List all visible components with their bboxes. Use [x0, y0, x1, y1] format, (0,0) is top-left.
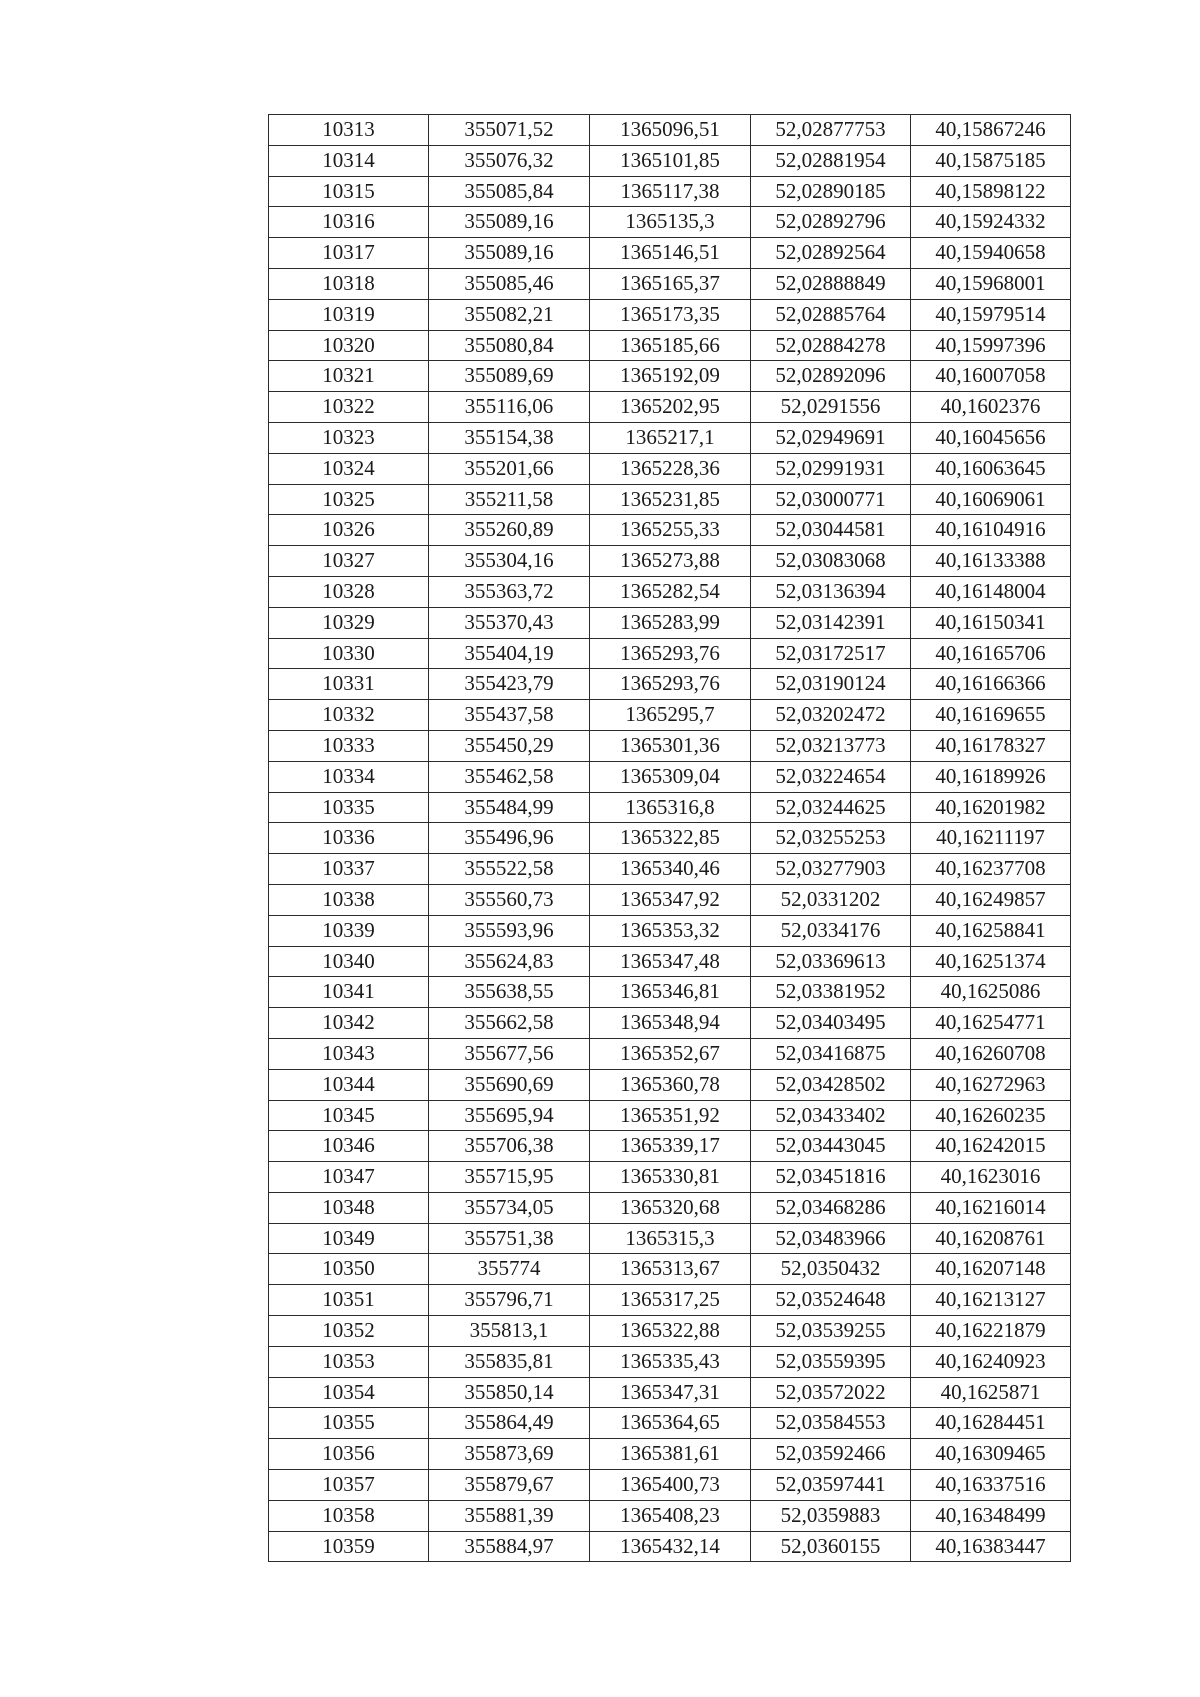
- latitude-cell: 52,0291556: [751, 392, 911, 423]
- x-coordinate-cell: 355496,96: [429, 823, 590, 854]
- table-row: [269, 1131, 1071, 1162]
- table-row: [269, 238, 1071, 269]
- latitude-cell: 52,03597441: [751, 1470, 911, 1501]
- table-row: [269, 1316, 1071, 1347]
- latitude-cell: 52,03202472: [751, 700, 911, 731]
- longitude-cell: 40,16213127: [911, 1285, 1071, 1316]
- x-coordinate-cell: 355450,29: [429, 730, 590, 761]
- latitude-cell: 52,03369613: [751, 946, 911, 977]
- point-number-cell: 10359: [269, 1531, 429, 1562]
- table-row: [269, 1346, 1071, 1377]
- y-coordinate-cell: 1365301,36: [590, 730, 751, 761]
- longitude-cell: 40,16104916: [911, 515, 1071, 546]
- x-coordinate-cell: 355774: [429, 1254, 590, 1285]
- y-coordinate-cell: 1365101,85: [590, 145, 751, 176]
- latitude-cell: 52,0350432: [751, 1254, 911, 1285]
- longitude-cell: 40,15875185: [911, 145, 1071, 176]
- table-row: [269, 145, 1071, 176]
- point-number-cell: 10333: [269, 730, 429, 761]
- longitude-cell: 40,16240923: [911, 1346, 1071, 1377]
- table-row: [269, 792, 1071, 823]
- x-coordinate-cell: 355796,71: [429, 1285, 590, 1316]
- x-coordinate-cell: 355813,1: [429, 1316, 590, 1347]
- longitude-cell: 40,16133388: [911, 546, 1071, 577]
- x-coordinate-cell: 355082,21: [429, 299, 590, 330]
- latitude-cell: 52,0360155: [751, 1531, 911, 1562]
- point-number-cell: 10343: [269, 1038, 429, 1069]
- point-number-cell: 10348: [269, 1192, 429, 1223]
- longitude-cell: 40,15867246: [911, 115, 1071, 146]
- table-row: [269, 700, 1071, 731]
- latitude-cell: 52,03142391: [751, 607, 911, 638]
- point-number-cell: 10314: [269, 145, 429, 176]
- latitude-cell: 52,03524648: [751, 1285, 911, 1316]
- point-number-cell: 10321: [269, 361, 429, 392]
- y-coordinate-cell: 1365400,73: [590, 1470, 751, 1501]
- y-coordinate-cell: 1365228,36: [590, 453, 751, 484]
- latitude-cell: 52,03539255: [751, 1316, 911, 1347]
- point-number-cell: 10317: [269, 238, 429, 269]
- point-number-cell: 10346: [269, 1131, 429, 1162]
- longitude-cell: 40,16211197: [911, 823, 1071, 854]
- x-coordinate-cell: 355706,38: [429, 1131, 590, 1162]
- latitude-cell: 52,03083068: [751, 546, 911, 577]
- longitude-cell: 40,16348499: [911, 1500, 1071, 1531]
- y-coordinate-cell: 1365322,85: [590, 823, 751, 854]
- y-coordinate-cell: 1365408,23: [590, 1500, 751, 1531]
- latitude-cell: 52,03136394: [751, 576, 911, 607]
- longitude-cell: 40,16237708: [911, 854, 1071, 885]
- longitude-cell: 40,16258841: [911, 915, 1071, 946]
- y-coordinate-cell: 1365255,33: [590, 515, 751, 546]
- latitude-cell: 52,03572022: [751, 1377, 911, 1408]
- longitude-cell: 40,16251374: [911, 946, 1071, 977]
- table-row: [269, 1531, 1071, 1562]
- table-row: [269, 1008, 1071, 1039]
- x-coordinate-cell: 355404,19: [429, 638, 590, 669]
- point-number-cell: 10327: [269, 546, 429, 577]
- longitude-cell: 40,16201982: [911, 792, 1071, 823]
- y-coordinate-cell: 1365295,7: [590, 700, 751, 731]
- y-coordinate-cell: 1365309,04: [590, 761, 751, 792]
- x-coordinate-cell: 355662,58: [429, 1008, 590, 1039]
- latitude-cell: 52,02888849: [751, 268, 911, 299]
- point-number-cell: 10337: [269, 854, 429, 885]
- table-row: [269, 730, 1071, 761]
- coordinates-table-body: [269, 115, 1071, 1562]
- x-coordinate-cell: 355462,58: [429, 761, 590, 792]
- x-coordinate-cell: 355690,69: [429, 1069, 590, 1100]
- point-number-cell: 10334: [269, 761, 429, 792]
- y-coordinate-cell: 1365322,88: [590, 1316, 751, 1347]
- table-row: [269, 361, 1071, 392]
- x-coordinate-cell: 355089,69: [429, 361, 590, 392]
- y-coordinate-cell: 1365320,68: [590, 1192, 751, 1223]
- latitude-cell: 52,03433402: [751, 1100, 911, 1131]
- point-number-cell: 10351: [269, 1285, 429, 1316]
- y-coordinate-cell: 1365347,92: [590, 884, 751, 915]
- y-coordinate-cell: 1365192,09: [590, 361, 751, 392]
- point-number-cell: 10357: [269, 1470, 429, 1501]
- table-row: [269, 854, 1071, 885]
- longitude-cell: 40,15979514: [911, 299, 1071, 330]
- longitude-cell: 40,16208761: [911, 1223, 1071, 1254]
- y-coordinate-cell: 1365330,81: [590, 1162, 751, 1193]
- x-coordinate-cell: 355080,84: [429, 330, 590, 361]
- table-row: [269, 546, 1071, 577]
- table-row: [269, 1100, 1071, 1131]
- latitude-cell: 52,03483966: [751, 1223, 911, 1254]
- point-number-cell: 10341: [269, 977, 429, 1008]
- y-coordinate-cell: 1365335,43: [590, 1346, 751, 1377]
- point-number-cell: 10342: [269, 1008, 429, 1039]
- longitude-cell: 40,16309465: [911, 1439, 1071, 1470]
- longitude-cell: 40,16045656: [911, 422, 1071, 453]
- document-page: [268, 114, 1070, 1562]
- longitude-cell: 40,16337516: [911, 1470, 1071, 1501]
- table-row: [269, 176, 1071, 207]
- table-row: [269, 330, 1071, 361]
- point-number-cell: 10322: [269, 392, 429, 423]
- point-number-cell: 10323: [269, 422, 429, 453]
- point-number-cell: 10330: [269, 638, 429, 669]
- y-coordinate-cell: 1365348,94: [590, 1008, 751, 1039]
- x-coordinate-cell: 355370,43: [429, 607, 590, 638]
- latitude-cell: 52,03584553: [751, 1408, 911, 1439]
- x-coordinate-cell: 355873,69: [429, 1439, 590, 1470]
- longitude-cell: 40,1623016: [911, 1162, 1071, 1193]
- point-number-cell: 10339: [269, 915, 429, 946]
- y-coordinate-cell: 1365293,76: [590, 638, 751, 669]
- y-coordinate-cell: 1365135,3: [590, 207, 751, 238]
- table-row: [269, 915, 1071, 946]
- point-number-cell: 10353: [269, 1346, 429, 1377]
- latitude-cell: 52,03559395: [751, 1346, 911, 1377]
- latitude-cell: 52,03403495: [751, 1008, 911, 1039]
- point-number-cell: 10332: [269, 700, 429, 731]
- longitude-cell: 40,15968001: [911, 268, 1071, 299]
- latitude-cell: 52,02884278: [751, 330, 911, 361]
- table-row: [269, 1500, 1071, 1531]
- point-number-cell: 10328: [269, 576, 429, 607]
- longitude-cell: 40,15898122: [911, 176, 1071, 207]
- table-row: [269, 761, 1071, 792]
- y-coordinate-cell: 1365381,61: [590, 1439, 751, 1470]
- latitude-cell: 52,03468286: [751, 1192, 911, 1223]
- table-row: [269, 392, 1071, 423]
- table-row: [269, 1377, 1071, 1408]
- x-coordinate-cell: 355423,79: [429, 669, 590, 700]
- x-coordinate-cell: 355116,06: [429, 392, 590, 423]
- table-row: [269, 1162, 1071, 1193]
- latitude-cell: 52,02877753: [751, 115, 911, 146]
- table-row: [269, 515, 1071, 546]
- latitude-cell: 52,03172517: [751, 638, 911, 669]
- longitude-cell: 40,16260235: [911, 1100, 1071, 1131]
- x-coordinate-cell: 355363,72: [429, 576, 590, 607]
- table-row: [269, 422, 1071, 453]
- table-row: [269, 638, 1071, 669]
- longitude-cell: 40,16216014: [911, 1192, 1071, 1223]
- longitude-cell: 40,16383447: [911, 1531, 1071, 1562]
- table-row: [269, 607, 1071, 638]
- y-coordinate-cell: 1365202,95: [590, 392, 751, 423]
- latitude-cell: 52,03213773: [751, 730, 911, 761]
- longitude-cell: 40,16165706: [911, 638, 1071, 669]
- point-number-cell: 10340: [269, 946, 429, 977]
- latitude-cell: 52,03451816: [751, 1162, 911, 1193]
- point-number-cell: 10354: [269, 1377, 429, 1408]
- point-number-cell: 10316: [269, 207, 429, 238]
- x-coordinate-cell: 355085,46: [429, 268, 590, 299]
- x-coordinate-cell: 355154,38: [429, 422, 590, 453]
- point-number-cell: 10315: [269, 176, 429, 207]
- table-row: [269, 1254, 1071, 1285]
- x-coordinate-cell: 355677,56: [429, 1038, 590, 1069]
- table-row: [269, 1470, 1071, 1501]
- point-number-cell: 10345: [269, 1100, 429, 1131]
- y-coordinate-cell: 1365117,38: [590, 176, 751, 207]
- y-coordinate-cell: 1365096,51: [590, 115, 751, 146]
- longitude-cell: 40,15940658: [911, 238, 1071, 269]
- y-coordinate-cell: 1365340,46: [590, 854, 751, 885]
- x-coordinate-cell: 355560,73: [429, 884, 590, 915]
- latitude-cell: 52,03416875: [751, 1038, 911, 1069]
- latitude-cell: 52,03443045: [751, 1131, 911, 1162]
- latitude-cell: 52,02991931: [751, 453, 911, 484]
- longitude-cell: 40,16254771: [911, 1008, 1071, 1039]
- y-coordinate-cell: 1365347,48: [590, 946, 751, 977]
- latitude-cell: 52,03428502: [751, 1069, 911, 1100]
- point-number-cell: 10352: [269, 1316, 429, 1347]
- x-coordinate-cell: 355593,96: [429, 915, 590, 946]
- x-coordinate-cell: 355260,89: [429, 515, 590, 546]
- table-row: [269, 268, 1071, 299]
- point-number-cell: 10349: [269, 1223, 429, 1254]
- table-row: [269, 1192, 1071, 1223]
- x-coordinate-cell: 355089,16: [429, 238, 590, 269]
- longitude-cell: 40,16166366: [911, 669, 1071, 700]
- latitude-cell: 52,03190124: [751, 669, 911, 700]
- table-row: [269, 484, 1071, 515]
- table-row: [269, 977, 1071, 1008]
- longitude-cell: 40,16249857: [911, 884, 1071, 915]
- latitude-cell: 52,03000771: [751, 484, 911, 515]
- point-number-cell: 10358: [269, 1500, 429, 1531]
- y-coordinate-cell: 1365282,54: [590, 576, 751, 607]
- latitude-cell: 52,02949691: [751, 422, 911, 453]
- longitude-cell: 40,1625086: [911, 977, 1071, 1008]
- latitude-cell: 52,03044581: [751, 515, 911, 546]
- x-coordinate-cell: 355304,16: [429, 546, 590, 577]
- point-number-cell: 10356: [269, 1439, 429, 1470]
- x-coordinate-cell: 355484,99: [429, 792, 590, 823]
- longitude-cell: 40,16189926: [911, 761, 1071, 792]
- x-coordinate-cell: 355695,94: [429, 1100, 590, 1131]
- table-row: [269, 884, 1071, 915]
- point-number-cell: 10350: [269, 1254, 429, 1285]
- point-number-cell: 10313: [269, 115, 429, 146]
- point-number-cell: 10335: [269, 792, 429, 823]
- y-coordinate-cell: 1365173,35: [590, 299, 751, 330]
- y-coordinate-cell: 1365273,88: [590, 546, 751, 577]
- x-coordinate-cell: 355881,39: [429, 1500, 590, 1531]
- longitude-cell: 40,16242015: [911, 1131, 1071, 1162]
- point-number-cell: 10329: [269, 607, 429, 638]
- y-coordinate-cell: 1365360,78: [590, 1069, 751, 1100]
- table-row: [269, 453, 1071, 484]
- x-coordinate-cell: 355850,14: [429, 1377, 590, 1408]
- y-coordinate-cell: 1365146,51: [590, 238, 751, 269]
- y-coordinate-cell: 1365165,37: [590, 268, 751, 299]
- x-coordinate-cell: 355835,81: [429, 1346, 590, 1377]
- longitude-cell: 40,15997396: [911, 330, 1071, 361]
- x-coordinate-cell: 355879,67: [429, 1470, 590, 1501]
- x-coordinate-cell: 355089,16: [429, 207, 590, 238]
- longitude-cell: 40,16260708: [911, 1038, 1071, 1069]
- y-coordinate-cell: 1365231,85: [590, 484, 751, 515]
- y-coordinate-cell: 1365185,66: [590, 330, 751, 361]
- y-coordinate-cell: 1365351,92: [590, 1100, 751, 1131]
- y-coordinate-cell: 1365432,14: [590, 1531, 751, 1562]
- point-number-cell: 10319: [269, 299, 429, 330]
- table-row: [269, 1439, 1071, 1470]
- latitude-cell: 52,03244625: [751, 792, 911, 823]
- latitude-cell: 52,02892796: [751, 207, 911, 238]
- table-row: [269, 1285, 1071, 1316]
- point-number-cell: 10326: [269, 515, 429, 546]
- table-row: [269, 1069, 1071, 1100]
- point-number-cell: 10344: [269, 1069, 429, 1100]
- x-coordinate-cell: 355522,58: [429, 854, 590, 885]
- table-row: [269, 669, 1071, 700]
- y-coordinate-cell: 1365339,17: [590, 1131, 751, 1162]
- x-coordinate-cell: 355211,58: [429, 484, 590, 515]
- y-coordinate-cell: 1365217,1: [590, 422, 751, 453]
- x-coordinate-cell: 355638,55: [429, 977, 590, 1008]
- x-coordinate-cell: 355076,32: [429, 145, 590, 176]
- x-coordinate-cell: 355864,49: [429, 1408, 590, 1439]
- latitude-cell: 52,03592466: [751, 1439, 911, 1470]
- y-coordinate-cell: 1365352,67: [590, 1038, 751, 1069]
- longitude-cell: 40,16207148: [911, 1254, 1071, 1285]
- latitude-cell: 52,02890185: [751, 176, 911, 207]
- latitude-cell: 52,02892096: [751, 361, 911, 392]
- y-coordinate-cell: 1365316,8: [590, 792, 751, 823]
- latitude-cell: 52,0359883: [751, 1500, 911, 1531]
- table-row: [269, 576, 1071, 607]
- longitude-cell: 40,1602376: [911, 392, 1071, 423]
- point-number-cell: 10318: [269, 268, 429, 299]
- point-number-cell: 10325: [269, 484, 429, 515]
- x-coordinate-cell: 355071,52: [429, 115, 590, 146]
- y-coordinate-cell: 1365346,81: [590, 977, 751, 1008]
- table-row: [269, 823, 1071, 854]
- x-coordinate-cell: 355437,58: [429, 700, 590, 731]
- x-coordinate-cell: 355624,83: [429, 946, 590, 977]
- longitude-cell: 40,16063645: [911, 453, 1071, 484]
- y-coordinate-cell: 1365353,32: [590, 915, 751, 946]
- latitude-cell: 52,0331202: [751, 884, 911, 915]
- latitude-cell: 52,03224654: [751, 761, 911, 792]
- y-coordinate-cell: 1365293,76: [590, 669, 751, 700]
- longitude-cell: 40,16007058: [911, 361, 1071, 392]
- table-row: [269, 115, 1071, 146]
- x-coordinate-cell: 355734,05: [429, 1192, 590, 1223]
- x-coordinate-cell: 355201,66: [429, 453, 590, 484]
- point-number-cell: 10338: [269, 884, 429, 915]
- coordinates-table: [268, 114, 1071, 1562]
- point-number-cell: 10320: [269, 330, 429, 361]
- point-number-cell: 10331: [269, 669, 429, 700]
- longitude-cell: 40,16069061: [911, 484, 1071, 515]
- longitude-cell: 40,16272963: [911, 1069, 1071, 1100]
- y-coordinate-cell: 1365317,25: [590, 1285, 751, 1316]
- y-coordinate-cell: 1365283,99: [590, 607, 751, 638]
- y-coordinate-cell: 1365364,65: [590, 1408, 751, 1439]
- table-row: [269, 1408, 1071, 1439]
- x-coordinate-cell: 355085,84: [429, 176, 590, 207]
- latitude-cell: 52,03255253: [751, 823, 911, 854]
- y-coordinate-cell: 1365313,67: [590, 1254, 751, 1285]
- table-row: [269, 946, 1071, 977]
- point-number-cell: 10324: [269, 453, 429, 484]
- longitude-cell: 40,16148004: [911, 576, 1071, 607]
- y-coordinate-cell: 1365347,31: [590, 1377, 751, 1408]
- longitude-cell: 40,16178327: [911, 730, 1071, 761]
- longitude-cell: 40,16150341: [911, 607, 1071, 638]
- point-number-cell: 10355: [269, 1408, 429, 1439]
- table-row: [269, 299, 1071, 330]
- longitude-cell: 40,16284451: [911, 1408, 1071, 1439]
- longitude-cell: 40,15924332: [911, 207, 1071, 238]
- table-row: [269, 1038, 1071, 1069]
- y-coordinate-cell: 1365315,3: [590, 1223, 751, 1254]
- longitude-cell: 40,16169655: [911, 700, 1071, 731]
- table-row: [269, 1223, 1071, 1254]
- latitude-cell: 52,03381952: [751, 977, 911, 1008]
- longitude-cell: 40,1625871: [911, 1377, 1071, 1408]
- latitude-cell: 52,03277903: [751, 854, 911, 885]
- x-coordinate-cell: 355884,97: [429, 1531, 590, 1562]
- point-number-cell: 10347: [269, 1162, 429, 1193]
- x-coordinate-cell: 355715,95: [429, 1162, 590, 1193]
- longitude-cell: 40,16221879: [911, 1316, 1071, 1347]
- latitude-cell: 52,02881954: [751, 145, 911, 176]
- latitude-cell: 52,02885764: [751, 299, 911, 330]
- latitude-cell: 52,0334176: [751, 915, 911, 946]
- point-number-cell: 10336: [269, 823, 429, 854]
- x-coordinate-cell: 355751,38: [429, 1223, 590, 1254]
- table-row: [269, 207, 1071, 238]
- latitude-cell: 52,02892564: [751, 238, 911, 269]
